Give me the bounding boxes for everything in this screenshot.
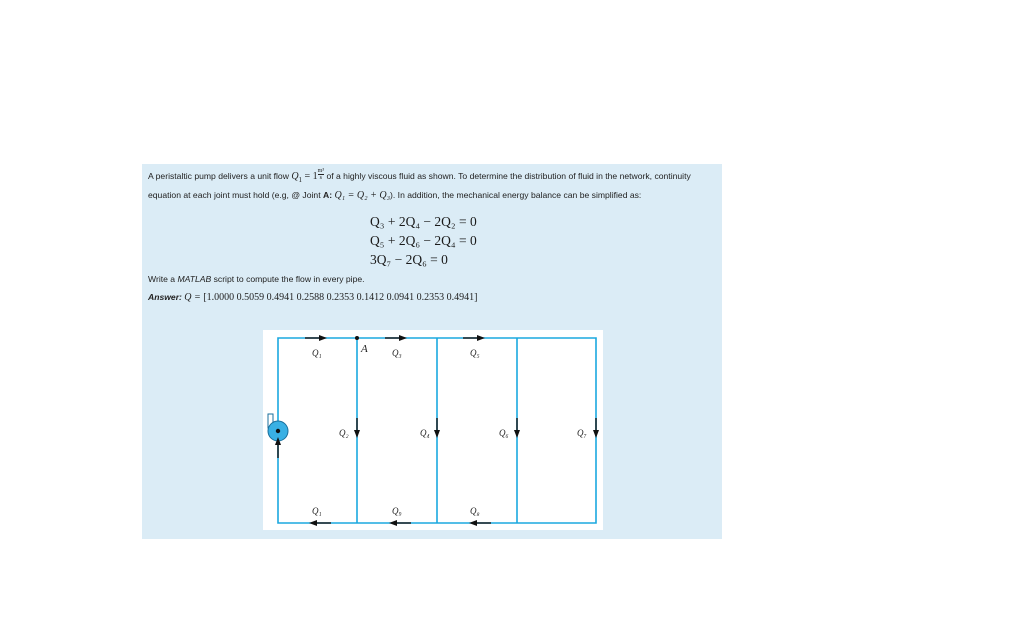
arrow-top-q5 bbox=[463, 335, 485, 341]
arrow-q7 bbox=[593, 418, 599, 438]
task-statement: Write a MATLAB script to compute the flow in every pipe. bbox=[148, 274, 365, 284]
joint-a-dot bbox=[355, 336, 359, 340]
intro-text-2: of a highly viscous fluid as shown. To determine the distribution of fluid in the network, continuity equation at each joint must hold (e.g, @ Joint bbox=[148, 171, 691, 200]
arrow-bot-q1 bbox=[309, 520, 331, 526]
equation-1: Q₃ + 2Q₄ − 2Q₂ = 0 bbox=[370, 214, 477, 229]
label-bot-q1: Q₁ bbox=[312, 506, 322, 516]
q1-symbol: $Q_1$ bbox=[291, 171, 303, 184]
energy-equations bbox=[370, 212, 477, 269]
arrow-q6 bbox=[514, 418, 520, 438]
answer-variable: Q = bbox=[184, 292, 204, 303]
arrow-bot-q8 bbox=[469, 520, 491, 526]
flow-equals: = 1 bbox=[304, 171, 318, 182]
label-top-q5: Q₅ bbox=[470, 348, 480, 358]
arrow-q2 bbox=[354, 418, 360, 438]
answer-line bbox=[148, 292, 477, 303]
intro-text-1: A peristaltic pump delivers a unit flow bbox=[148, 171, 289, 181]
label-q7: Q₇ bbox=[577, 428, 587, 438]
arrow-bot-q9 bbox=[389, 520, 411, 526]
answer-label: Answer: bbox=[148, 292, 182, 302]
label-top-q3: Q₃ bbox=[392, 348, 402, 358]
arrow-top-q3 bbox=[385, 335, 407, 341]
label-q4: Q₄ bbox=[420, 428, 430, 438]
equation-2: Q₅ + 2Q₆ − 2Q₄ = 0 bbox=[370, 233, 477, 248]
label-top-q1: Q₁ bbox=[312, 348, 322, 358]
label-q6: Q₆ bbox=[499, 428, 509, 438]
flow-unit: $\frac{\text{m³}}{s}$ bbox=[317, 168, 325, 182]
arrow-top-q1 bbox=[305, 335, 327, 341]
label-bot-q9: Q₉ bbox=[392, 506, 402, 516]
pipe-network-figure bbox=[263, 330, 603, 530]
equation-3: 3Q₇ − 2Q₆ = 0 bbox=[370, 252, 448, 267]
answer-values: [1.0000 0.5059 0.4941 0.2588 0.2353 0.1412 0.0941 0.2353 0.4941] bbox=[203, 292, 478, 303]
arrow-q4 bbox=[434, 418, 440, 438]
joint-a-label: A: bbox=[322, 190, 333, 200]
label-joint-a: A bbox=[361, 343, 368, 355]
intro-text-3: ). In addition, the mechanical energy balance can be simplified as: bbox=[390, 190, 642, 200]
problem-statement bbox=[148, 169, 718, 203]
label-q2: Q₂ bbox=[339, 428, 349, 438]
joint-a-equation: Q₁ = Q₂ + Q₃ bbox=[334, 190, 391, 201]
software-name: MATLAB bbox=[177, 274, 212, 284]
label-bot-q8: Q₈ bbox=[470, 506, 480, 516]
